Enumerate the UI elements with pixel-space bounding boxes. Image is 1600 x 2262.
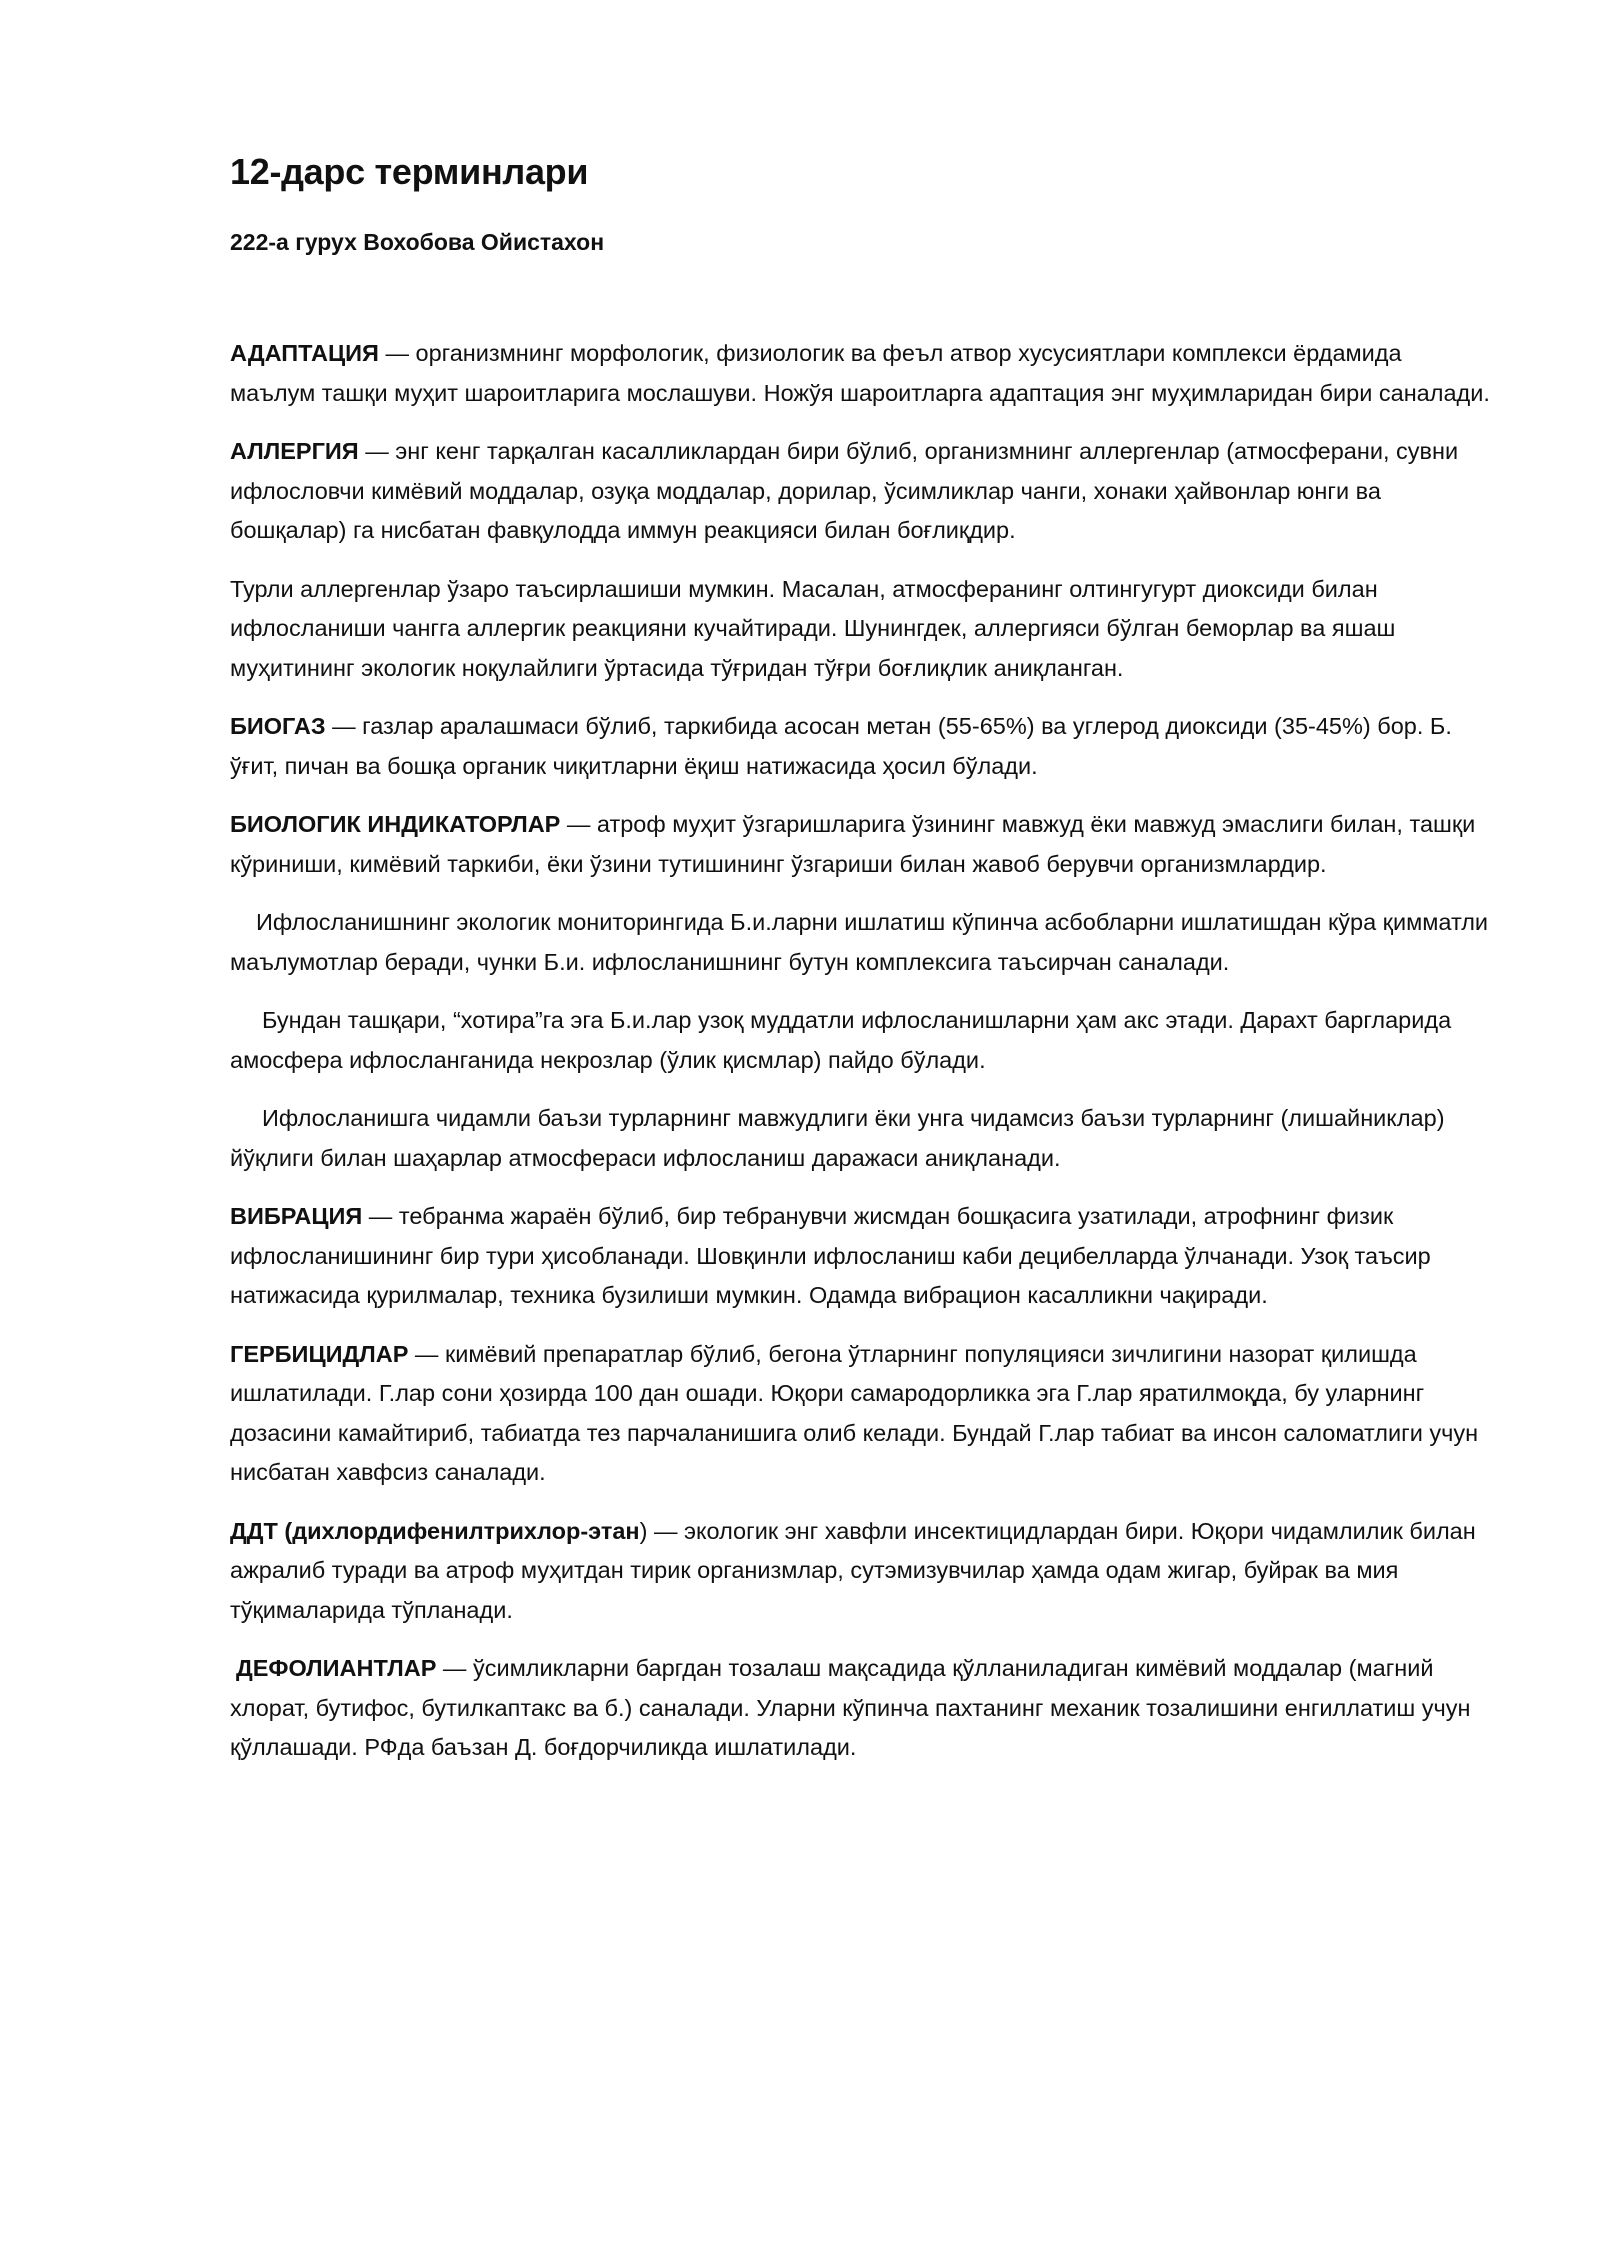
term-definition: — организмнинг морфологик, физиологик ва феъл атвор хусусиятлари комплекси ёрдамида маълум ташқи муҳит шароитларига мослашуви. Ножўя шароитларга адаптация энг муҳимларидан бири саналади. bbox=[230, 340, 1490, 406]
term-definition: Турли аллергенлар ўзаро таъсирлашиши мумкин. Масалан, атмосферанинг олтингугурт диоксиди билан ифлосланиши чангга аллергик реакцияни кучайтиради. Шунингдек, аллергияси бўлган беморлар ва яшаш муҳитининг экологик ноқулайлиги ўртасида тўғридан тўғри боғлиқлик аниқланган. bbox=[230, 575, 1396, 681]
term-name: ДЕФОЛИАНТЛАР bbox=[236, 1655, 437, 1682]
term-definition: Ифлосланишнинг экологик мониторингида Б.и.ларни ишлатиш кўпинча асбобларни ишлатишдан кўра қимматли маълумотлар беради, чунки Б.и. ифлосланишнинг бутун комплексига таъсирчан саналади. bbox=[230, 909, 1489, 975]
term-name: ВИБРАЦИЯ bbox=[230, 1203, 363, 1230]
term-name: ГЕРБИЦИДЛАР bbox=[230, 1340, 409, 1367]
term-definition: — атроф муҳит ўзгаришларига ўзининг мавжуд ёки мавжуд эмаслиги билан, ташқи кўриниши, кимёвий таркиби, ёки ўзини тутишининг ўзгариши билан жавоб берувчи организмлардир. bbox=[230, 811, 1476, 877]
term-definition: — кимёвий препаратлар бўлиб, бегона ўтларнинг популяцияси зичлигини назорат қилишда ишлатилади. Г.лар сони ҳозирда 100 дан ошади. Юқори самародорликка эга Г.лар яратилмоқда, бу уларнинг дозасини камайтириб, табиатда тез парчаланишига олиб келади. Бундай Г.лар табиат ва инсон саломатлиги учун нисбатан хавфсиз саналади. bbox=[230, 1340, 1479, 1486]
term-name: АДАПТАЦИЯ bbox=[230, 340, 379, 367]
term-entry-allergy bbox=[230, 432, 1490, 551]
term-entry-ddt bbox=[230, 1512, 1490, 1631]
term-name: ДДТ (дихлордифенилтрихлор-этан bbox=[230, 1517, 640, 1544]
term-definition: — газлар аралашмаси бўлиб, таркибида асосан метан (55-65%) ва углерод диоксиди (35-45%) бор. Б. ўғит, пичан ва бошқа органик чиқитларни ёқиш натижасида ҳосил бўлади. bbox=[230, 713, 1452, 779]
document-subtitle: 222-а гурух Вохобова Ойистахон bbox=[230, 229, 605, 256]
term-definition: — энг кенг тарқалган касалликлардан бири бўлиб, организмнинг аллергенлар (атмосферани, сувни ифлословчи кимёвий моддалар, озуқа моддалар, дорилар, ўсимликлар чанги, хонаки ҳайвонлар юнги ва бошқалар) га нисбатан фавқулодда иммун реакцияси билан боғлиқдир. bbox=[230, 438, 1459, 544]
term-entry-bio-indicators-continued-3 bbox=[230, 1099, 1490, 1178]
term-name: БИОГАЗ bbox=[230, 713, 326, 740]
term-name: АЛЛЕРГИЯ bbox=[230, 438, 359, 465]
term-definition: — тебранма жараён бўлиб, бир тебранувчи жисмдан бошқасига узатилади, атрофнинг физик ифлосланишининг бир тури ҳисобланади. Шовқинли ифлосланиш каби децибелларда ўлчанади. Узоқ таъсир натижасида қурилмалар, техника бузилиши мумкин. Одамда вибрацион касалликни чақиради. bbox=[230, 1203, 1431, 1309]
term-entry-herbicides bbox=[230, 1335, 1490, 1493]
term-definition: ) — экологик энг хавфли инсектицидлардан бири. Юқори чидамлилик билан ажралиб туради ва атроф муҳитдан тирик организмлар, сутэмизувчилар ҳамда одам жигар, буйрак ва мия тўқималарида тўпланади. bbox=[230, 1517, 1476, 1623]
term-entry-bio-indicators bbox=[230, 805, 1490, 884]
term-entry-bio-indicators-continued-2 bbox=[230, 1001, 1490, 1080]
term-entry-defoliants bbox=[230, 1649, 1490, 1768]
document-title: 12-дарс терминлари bbox=[230, 151, 589, 192]
document-page bbox=[230, 150, 1490, 1787]
term-entry-bio-indicators-continued-1 bbox=[230, 903, 1490, 982]
term-definition: — ўсимликларни баргдан тозалаш мақсадида қўлланиладиган кимёвий моддалар (магний хлорат, бутифос, бутилкаптакс ва б.) саналади. Уларни кўпинча пахтанинг механик тозалишини енгиллатиш учун қўллашади. РФда баъзан Д. боғдорчиликда ишлатилади. bbox=[230, 1655, 1471, 1761]
term-entry-allergy-continued bbox=[230, 570, 1490, 689]
term-name: БИОЛОГИК ИНДИКАТОРЛАР bbox=[230, 811, 561, 838]
terms-list bbox=[230, 334, 1490, 1768]
term-entry-biogas bbox=[230, 707, 1490, 786]
term-definition: Бундан ташқари, “хотира”га эга Б.и.лар узоқ муддатли ифлосланишларни ҳам акс этади. Дарахт баргларида амосфера ифлосланганида некрозлар (ўлик қисмлар) пайдо бўлади. bbox=[230, 1007, 1452, 1073]
term-definition: Ифлосланишга чидамли баъзи турларнинг мавжудлиги ёки унга чидамсиз баъзи турларнинг (лишайниклар) йўқлиги билан шаҳарлар атмосфераси ифлосланиш даражаси аниқланади. bbox=[230, 1105, 1445, 1171]
term-entry-vibration bbox=[230, 1197, 1490, 1316]
term-entry-adaptation bbox=[230, 334, 1490, 413]
